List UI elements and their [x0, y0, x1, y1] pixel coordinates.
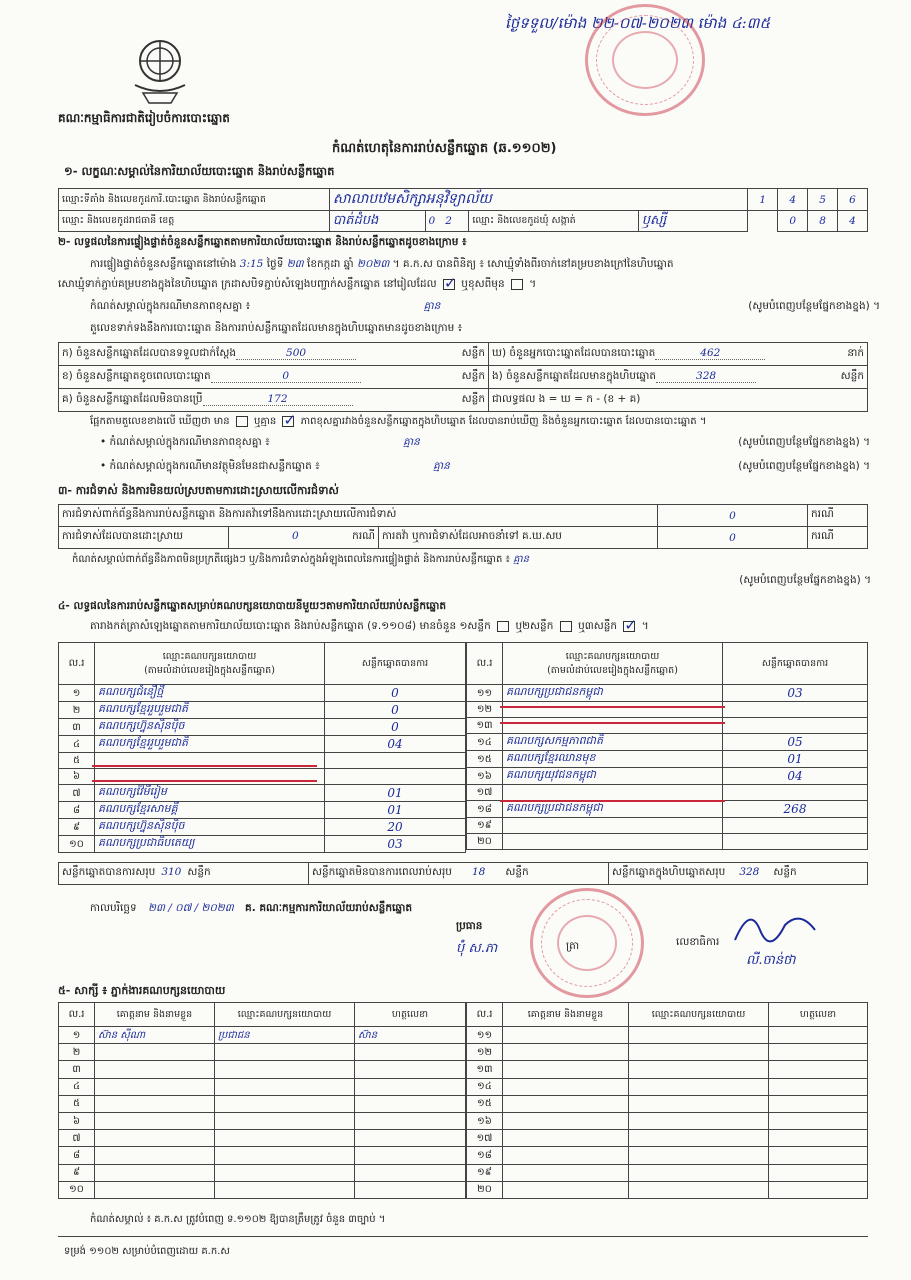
witness-party — [629, 1061, 769, 1078]
witness-signature — [355, 1095, 466, 1112]
row-number: ១៤ — [467, 1078, 503, 1095]
row-number: ៥ — [59, 1095, 95, 1112]
witness-name: ស៊ាន ស៊ីណា — [95, 1027, 215, 1044]
table-row — [59, 1027, 466, 1044]
difference-bullet: • កំណត់សម្គាល់ក្នុងករណីមានភាពខុសគ្នា ៖ គ្មាន (សូមបំពេញបន្ថែមផ្នែកខាងខ្នង) ។ — [100, 436, 870, 448]
section-5-heading: ៥- សាក្សី ៖ ភ្នាក់ងារគណបក្សនយោបាយ — [58, 984, 226, 997]
table-row — [467, 685, 868, 702]
table-row — [467, 1078, 868, 1095]
witness-signature — [355, 1112, 466, 1129]
table-row — [467, 718, 868, 734]
section-3-heading: ៣- ការជំទាស់ និងការមិនយល់ស្របតាមការដោះស្រាយលើការជំទាស់ — [58, 484, 339, 497]
col-name: គោត្តនាម និងនាមខ្លួន — [95, 1003, 215, 1027]
row-number: ១៤ — [467, 734, 503, 751]
table-row — [59, 1130, 466, 1147]
row-number: ១៨ — [467, 801, 503, 818]
objection-value: 0 — [658, 505, 808, 527]
table-row — [59, 685, 466, 702]
witness-party — [215, 1164, 355, 1181]
count-row-b: ខ) ចំនួនសន្លឹកឆ្នោតខូចពេលបោះឆ្នោត 0 សន្លឹក — [59, 366, 489, 389]
code-digit: 4 — [838, 211, 868, 232]
witness-party — [215, 1078, 355, 1095]
col-party: ឈ្មោះគណបក្សនយោបាយ — [215, 1003, 355, 1027]
resolved-label: ការជំទាស់ដែលបានដោះស្រាយ — [59, 527, 229, 549]
row-number: ៨ — [59, 802, 95, 819]
row-number: ១ — [59, 685, 95, 702]
table-row — [59, 819, 466, 836]
escalated-value: 0 — [658, 527, 808, 549]
secretary-label: លេខាធិការ — [676, 936, 720, 948]
footer-note: កំណត់សម្គាល់ ៖ គ.ក.ស ត្រូវបំពេញ ទ.១១០២ ឱ្យបានត្រឹមត្រូវ ចំនួន ៣ច្បាប់ ។ — [90, 1214, 386, 1225]
witness-party — [629, 1147, 769, 1164]
objection-table — [58, 504, 868, 549]
tally-intro: តារាងកត់ត្រាសំឡេងឆ្នោតតាមការិយាល័យបោះឆ្នោត និងរាប់សន្លឹកឆ្នោត (ទ.១១០៨) មានចំនួន ១សន្លឹក ឬ២សន្លឹក ឬ៣សន្លឹក ✓ ។ — [90, 620, 890, 635]
witness-name — [503, 1078, 629, 1095]
footer-form-label: ទម្រង់ ១១០២ សម្រាប់បំពេញដោយ គ.ក.ស — [64, 1246, 230, 1257]
row-number: ១៥ — [467, 751, 503, 768]
commune-value: ឫស្សី — [638, 211, 748, 232]
col-sign: ហត្ថលេខា — [355, 1003, 466, 1027]
row-number: ១៧ — [467, 1130, 503, 1147]
witness-party — [215, 1147, 355, 1164]
witness-party — [215, 1061, 355, 1078]
party-name: គណបក្សប្រជាជនកម្ពុជា — [503, 801, 723, 818]
strike-line — [92, 765, 317, 767]
objection-label: ការជំទាស់ពាក់ព័ន្ធនឹងការរាប់សន្លឹកឆ្នោត និងការតវ៉ាទៅនឹងការដោះស្រាយលើការជំទាស់ — [59, 505, 658, 527]
received-time-note: ថ្ងៃទទួល/ម៉ោង ២២-០៧-២០២៣ ម៉ោង ៤:៣៥ — [505, 14, 771, 32]
row-number: ១១ — [467, 1027, 503, 1044]
witness-signature — [769, 1061, 868, 1078]
party-results-right — [466, 642, 868, 850]
row-number: ៧ — [59, 1130, 95, 1147]
witness-signature: ស៊ាន — [355, 1027, 466, 1044]
col-no: ល.រ — [467, 643, 503, 685]
invalid-total: សន្លឹកឆ្នោតមិនបានការពេលរាប់សរុប 18 សន្លឹក — [309, 863, 609, 885]
party-votes: 0 — [325, 685, 466, 702]
row-number: ២ — [59, 702, 95, 719]
party-votes: 20 — [325, 819, 466, 836]
row-number: ១២ — [467, 1044, 503, 1061]
table-row — [59, 769, 466, 785]
witness-party — [215, 1130, 355, 1147]
party-name — [503, 718, 723, 734]
table-row — [467, 785, 868, 801]
party-votes — [723, 818, 868, 834]
witness-name — [95, 1147, 215, 1164]
count-table — [58, 342, 868, 412]
witness-name — [95, 1061, 215, 1078]
col-no: ល.រ — [59, 1003, 95, 1027]
strike-line — [500, 722, 725, 724]
table-row — [59, 719, 466, 736]
party-votes — [723, 718, 868, 734]
page-title: កំណត់ហេតុនៃការរាប់សន្លឹកឆ្នោត (ឆ.១១០២) — [332, 141, 557, 156]
witness-name — [95, 1130, 215, 1147]
resolved-value: 0 ករណី — [229, 527, 379, 549]
row-number: ៧ — [59, 785, 95, 802]
province-cell: ឈ្មោះ និងលេខកូដរាជធានី ខេត្ត — [59, 211, 330, 232]
objection-unit: ករណី — [808, 505, 868, 527]
row-number: ១៩ — [467, 1164, 503, 1181]
witness-party — [629, 1044, 769, 1061]
table-row — [467, 1164, 868, 1181]
witness-signature — [769, 1027, 868, 1044]
col-votes: សន្លឹកឆ្នោតបានការ — [723, 643, 868, 685]
witness-name — [95, 1078, 215, 1095]
location-label: ឈ្មោះទីតាំង និងលេខកូដការិ.បោះឆ្នោត និងរាប់សន្លឹកឆ្នោត — [59, 189, 330, 211]
no-difference-checkbox[interactable] — [282, 416, 294, 427]
one-sheet-checkbox[interactable] — [497, 621, 509, 632]
witness-signature — [769, 1164, 868, 1181]
party-votes: 268 — [723, 801, 868, 818]
row-number: ៤ — [59, 1078, 95, 1095]
witness-name — [503, 1130, 629, 1147]
table-row — [467, 1027, 868, 1044]
table-row — [467, 768, 868, 785]
table-row — [59, 1078, 466, 1095]
row-number: ២០ — [467, 1181, 503, 1198]
code-digit: 1 — [748, 189, 778, 211]
table-row — [59, 1164, 466, 1181]
witness-right — [466, 1002, 868, 1199]
table-row — [467, 1181, 868, 1198]
row-number: ១៦ — [467, 768, 503, 785]
witness-signature — [769, 1181, 868, 1198]
party-name — [503, 702, 723, 718]
has-difference-checkbox[interactable] — [236, 416, 248, 427]
row-number: ១១ — [467, 685, 503, 702]
count-row-e: ង) ចំនួនសន្លឹកឆ្នោតដែលមានក្នុងហិបឆ្នោត 328 សន្លឹក — [489, 366, 868, 389]
irregularity-note: កំណត់សម្គាល់ពាក់ព័ន្ធនឹងភាពមិនប្រក្រតីផ្សេងៗ ឬ/និងការជំទាស់ក្នុងអំឡុងពេលនៃការផ្ទៀងផ្ទាត់ និងការរាប់សន្លឹកឆ្នោត ៖ គ្មាន — [72, 554, 529, 565]
party-name: គណបក្សយុវជនកម្ពុជា — [503, 768, 723, 785]
date-line: កាលបរិច្ឆេទ ២៣ / ០៧ / ២០២៣ គ. គណៈកម្មការការិយាល័យរាប់សន្លឹកឆ្នោត — [90, 902, 413, 914]
witness-party — [629, 1095, 769, 1112]
row-number: ៣ — [59, 1061, 95, 1078]
witness-party — [215, 1044, 355, 1061]
witness-signature — [769, 1147, 868, 1164]
party-votes: 01 — [325, 785, 466, 802]
witness-party — [629, 1112, 769, 1129]
province-code-cell: 0 2 — [425, 211, 469, 232]
witness-signature — [355, 1147, 466, 1164]
secretary-signature-mark — [730, 900, 830, 950]
org-name: គណៈកម្មាធិការជាតិរៀបចំការបោះឆ្នោត — [58, 111, 230, 125]
party-votes: 03 — [723, 685, 868, 702]
row-number: ១ — [59, 1027, 95, 1044]
party-votes: 04 — [325, 736, 466, 753]
witness-left — [58, 1002, 466, 1199]
location-value: សាលាបឋមសិក្សាអនុវិទ្យាល័យ — [329, 189, 747, 211]
party-name: គណបក្សហ្វ៊ុនស៊ិនប៉ិច — [95, 819, 325, 836]
party-votes: 01 — [723, 751, 868, 768]
verification-para-1: ការផ្ទៀងផ្ទាត់ចំនួនសន្លឹកឆ្នោតនៅម៉ោង 3:15 ថ្ងៃទី ២៣ ខែកក្កដា ឆ្នាំ ២០២៣ ។ គ.ក.ស បានពិនិត្យ ៖ សោឃ្មុំទាំងពីរចាក់នៅគម្របខាងក្រៅនៃហិបឆ្នោត — [90, 258, 674, 270]
witness-name — [503, 1181, 629, 1198]
totals-table — [58, 862, 868, 885]
table-row — [467, 801, 868, 818]
col-votes: សន្លឹកឆ្នោតបានការ — [325, 643, 466, 685]
party-name — [503, 818, 723, 834]
table-row — [59, 1147, 466, 1164]
row-number: ១០ — [59, 1181, 95, 1198]
col-sign: ហត្ថលេខា — [769, 1003, 868, 1027]
party-votes: 04 — [723, 768, 868, 785]
witness-signature — [355, 1164, 466, 1181]
count-row-c: គ) ចំនួនសន្លឹកឆ្នោតដែលមិនបានប្រើ 172 សន្លឹក — [59, 389, 489, 412]
row-number: ១៣ — [467, 718, 503, 734]
code-digit: 4 — [778, 189, 808, 211]
commune-label: ឈ្មោះ និងលេខកូដឃុំ សង្កាត់ — [469, 211, 638, 232]
strike-line — [500, 800, 725, 802]
party-votes — [723, 834, 868, 850]
col-no: ល.រ — [467, 1003, 503, 1027]
witness-name — [503, 1147, 629, 1164]
witness-name — [95, 1164, 215, 1181]
table-row — [59, 1181, 466, 1198]
row-number: ១៩ — [467, 818, 503, 834]
party-name — [95, 769, 325, 785]
row-number: ៣ — [59, 719, 95, 736]
witness-signature — [769, 1044, 868, 1061]
compare-line: ផ្អែកតាមតួលេខខាងលើ ឃើញថា មាន ឬគ្មាន ✓ ភាពខុសគ្នារវាងចំនួនសន្លឹកឆ្នោតក្នុងហិបឆ្នោត ដែលបានរាប់ឃើញ និងចំនួនអ្នកបោះឆ្នោត ដែលបានបោះឆ្នោត ។ — [90, 414, 890, 429]
witness-signature — [769, 1130, 868, 1147]
witness-signature — [355, 1181, 466, 1198]
province-value: បាត់ដំបង — [329, 211, 425, 232]
party-name: គណបក្សប្រជាជនកម្ពុជា — [503, 685, 723, 702]
section-1-heading: ១- លក្ខណៈសម្គាល់នៃការិយាល័យបោះឆ្នោត និងរាប់សន្លឹកឆ្នោត — [64, 164, 335, 178]
witness-signature — [355, 1044, 466, 1061]
table-row — [59, 1112, 466, 1129]
irregularity-hint: (សូមបំពេញបន្ថែមផ្នែកខាងខ្នង) ។ — [739, 574, 871, 586]
count-row-a: ក) ចំនួនសន្លឹកឆ្នោតដែលបានទទួលជាក់ស្តែង 500 សន្លឹក — [59, 343, 489, 366]
party-votes: 01 — [325, 802, 466, 819]
witness-signature — [769, 1112, 868, 1129]
witness-party — [629, 1181, 769, 1198]
table-row — [59, 1095, 466, 1112]
table-row — [467, 834, 868, 850]
row-number: ៥ — [59, 753, 95, 769]
valid-total: សន្លឹកឆ្នោតបានការសរុប 310 សន្លឹក — [59, 863, 309, 885]
emblem-logo — [125, 35, 195, 107]
row-number: ១៥ — [467, 1095, 503, 1112]
witness-party — [629, 1078, 769, 1095]
different-checkbox[interactable] — [511, 279, 523, 290]
table-row — [467, 702, 868, 718]
strike-line — [500, 706, 725, 708]
row-number: ៦ — [59, 1112, 95, 1129]
row-number: ២០ — [467, 834, 503, 850]
party-votes — [325, 769, 466, 785]
footer-divider — [58, 1236, 868, 1237]
table-row — [467, 818, 868, 834]
party-votes: 03 — [325, 836, 466, 853]
table-row — [59, 836, 466, 853]
row-number: ៨ — [59, 1147, 95, 1164]
top-official-stamp — [585, 4, 705, 116]
count-formula: ជាលទ្ធផល ង = ឃ = ក - (ខ + គ) — [489, 389, 868, 412]
secretary-name: លី.ចាន់ថា — [746, 953, 796, 968]
party-name: គណបក្សខ្មែររួបរួមជាតិ — [95, 702, 325, 719]
row-number: ១៨ — [467, 1147, 503, 1164]
table-row — [467, 734, 868, 751]
chair-label: ប្រធាន — [456, 920, 483, 932]
table-row — [59, 702, 466, 719]
section-1-table — [58, 188, 868, 232]
witness-signature — [355, 1130, 466, 1147]
table-row — [467, 751, 868, 768]
witness-signature — [769, 1078, 868, 1095]
table-row — [467, 1130, 868, 1147]
table-row — [467, 1061, 868, 1078]
official-stamp — [530, 888, 644, 998]
table-row — [467, 1112, 868, 1129]
count-row-d: ឃ) ចំនួនអ្នកបោះឆ្នោតដែលបានបោះឆ្នោត 462 នាក់ — [489, 343, 868, 366]
table-row — [59, 1044, 466, 1061]
table-row — [467, 1095, 868, 1112]
two-sheet-checkbox[interactable] — [560, 621, 572, 632]
col-no: ល.រ — [59, 643, 95, 685]
table-row — [59, 802, 466, 819]
row-number: ៩ — [59, 819, 95, 836]
party-name: គណបក្សជំនឿថ្មី — [95, 685, 325, 702]
non-ballot-bullet: • កំណត់សម្គាល់ក្នុងករណីមានវត្ថុមិនមែនជាសន្លឹកឆ្នោត ៖ គ្មាន (សូមបំពេញបន្ថែមផ្នែកខាងខ្នង) ។ — [100, 460, 870, 472]
party-name — [503, 785, 723, 801]
section-2-heading: ២- លទ្ធផលនៃការផ្ទៀងផ្ទាត់ចំនួនសន្លឹកឆ្នោតតាមការិយាល័យបោះឆ្នោត និងរាប់សន្លឹកឆ្នោតដូចខាងក្រោម ៖ — [58, 236, 467, 248]
table-row — [59, 1061, 466, 1078]
col-name: គោត្តនាម និងនាមខ្លួន — [503, 1003, 629, 1027]
code-digit: 6 — [838, 189, 868, 211]
witness-name — [95, 1095, 215, 1112]
party-votes: 05 — [723, 734, 868, 751]
party-name: គណបក្សសកម្មភាពជាតិ — [503, 734, 723, 751]
witness-name — [503, 1044, 629, 1061]
witness-name — [95, 1044, 215, 1061]
row-number: ១២ — [467, 702, 503, 718]
witness-name — [95, 1181, 215, 1198]
witness-party — [629, 1164, 769, 1181]
party-name: គណបក្សវ៉ៃមីរៀម — [95, 785, 325, 802]
row-number: ១៦ — [467, 1112, 503, 1129]
party-name: គណបក្សហ្វ៊ុនស៊ិនប៉ិច — [95, 719, 325, 736]
party-name: គណបក្សខ្មែររួបរួមជាតិ — [95, 736, 325, 753]
witness-party — [629, 1130, 769, 1147]
witness-party — [215, 1112, 355, 1129]
party-votes: 0 — [325, 719, 466, 736]
row-number: ១៧ — [467, 785, 503, 801]
section-4-heading: ៤- លទ្ធផលនៃការរាប់សន្លឹកឆ្នោតសម្រាប់គណបក្សនយោបាយនីមួយៗតាមការិយាល័យរាប់សន្លឹកឆ្នោត — [58, 600, 447, 612]
escalated-label: ការតវ៉ា ឬការជំទាស់ដែលអាចនាំទៅ គ.ឃ.សប — [379, 527, 658, 549]
table-row — [59, 785, 466, 802]
row-number: ៤ — [59, 736, 95, 753]
chair-signature: ប៉ុំ ស.ភា — [456, 941, 498, 956]
witness-name — [95, 1112, 215, 1129]
table-row — [467, 1044, 868, 1061]
col-party: ឈ្មោះគណបក្សនយោបាយ (តាមលំដាប់លេខរៀងក្នុងសន្លឹកឆ្នោត) — [95, 643, 325, 685]
party-votes — [723, 702, 868, 718]
count-intro: តួលេខទាក់ទងនឹងការបោះឆ្នោត និងការរាប់សន្លឹកឆ្នោតដែលមានក្នុងហិបឆ្នោតមានដូចខាងក្រោម ៖ — [90, 322, 463, 334]
strike-line — [92, 780, 317, 782]
row-number: ១០ — [59, 836, 95, 853]
verification-para-2: សោឃ្មុំទាក់ភ្ជាប់គម្របខាងក្នុងនៃហិបឆ្នោត ក្រដាសបិទភ្ជាប់សំឡេងបញ្ជាក់សន្លឹកឆ្នោត នៅរៀលដែល ✓ ឬខុសពីមុន ។ — [58, 278, 878, 293]
party-name: គណបក្សខ្មែរឈានមុខ — [503, 751, 723, 768]
stamp-label: ត្រា — [566, 940, 580, 952]
table-row — [59, 736, 466, 753]
code-digit: 0 — [778, 211, 808, 232]
party-name — [503, 834, 723, 850]
witness-name — [503, 1112, 629, 1129]
escalated-unit: ករណី — [808, 527, 868, 549]
code-digit: 5 — [808, 189, 838, 211]
witness-party — [629, 1027, 769, 1044]
witness-party: ប្រជាជន — [215, 1027, 355, 1044]
col-party: ឈ្មោះគណបក្សនយោបាយ (តាមលំដាប់លេខរៀងក្នុងសន្លឹកឆ្នោត) — [503, 643, 723, 685]
row-number: ៩ — [59, 1164, 95, 1181]
difference-note: កំណត់សម្គាល់ក្នុងករណីមានភាពខុសគ្នា ៖ គ្មាន (សូមបំពេញបន្ថែមផ្នែកខាងខ្នង) ។ — [90, 300, 880, 312]
three-sheet-checkbox[interactable] — [623, 621, 635, 632]
party-votes — [325, 753, 466, 769]
witness-signature — [769, 1095, 868, 1112]
witness-signature — [355, 1061, 466, 1078]
row-number: ២ — [59, 1044, 95, 1061]
witness-name — [503, 1027, 629, 1044]
witness-name — [503, 1164, 629, 1181]
code-digit: 8 — [808, 211, 838, 232]
witness-party — [215, 1181, 355, 1198]
party-votes: 0 — [325, 702, 466, 719]
box-total: សន្លឹកឆ្នោតក្នុងហិបឆ្នោតសរុប 328 សន្លឹក — [609, 863, 868, 885]
witness-signature — [355, 1078, 466, 1095]
witness-party — [215, 1095, 355, 1112]
party-votes — [723, 785, 868, 801]
row-number: ៦ — [59, 769, 95, 785]
table-row — [467, 1147, 868, 1164]
row-number: ១៣ — [467, 1061, 503, 1078]
same-checkbox[interactable] — [443, 279, 455, 290]
party-name: គណបក្សខ្មែរសាមគ្គី — [95, 802, 325, 819]
party-name: គណបក្សប្រជាធិបតេយ្យ — [95, 836, 325, 853]
party-results-left — [58, 642, 466, 853]
witness-name — [503, 1061, 629, 1078]
witness-name — [503, 1095, 629, 1112]
col-party: ឈ្មោះគណបក្សនយោបាយ — [629, 1003, 769, 1027]
